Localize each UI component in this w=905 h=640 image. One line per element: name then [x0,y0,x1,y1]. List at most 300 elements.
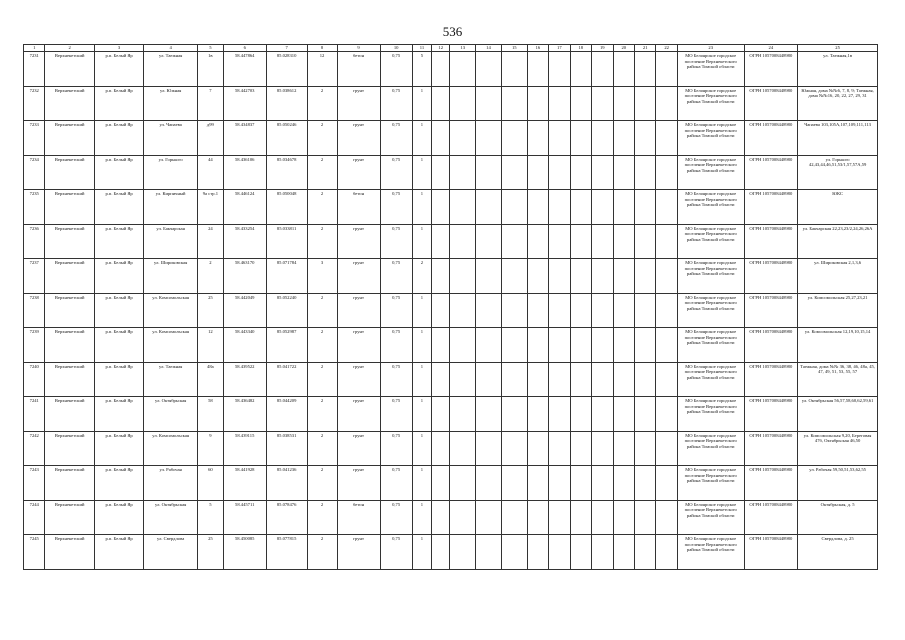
owner-cell: МО Белоярское городское поселение Верхнекетского района Томской области [677,155,744,190]
column-11-cell: 1 [412,362,431,397]
house-cell: 7 [197,86,223,121]
empty-cell [501,431,527,466]
row-number: 7232 [24,86,45,121]
latitude-cell: 58.433254 [223,224,266,259]
column-header: 10 [380,45,412,52]
empty-cell [476,190,502,225]
latitude-cell: 58.441928 [223,466,266,501]
empty-cell [527,224,548,259]
locality-cell: р.п. Белый Яр [94,431,143,466]
empty-cell [570,362,591,397]
column-header: 19 [592,45,613,52]
empty-cell [549,86,570,121]
empty-cell [450,466,476,501]
empty-cell [450,431,476,466]
empty-cell [634,431,655,466]
table-row [24,259,878,294]
empty-cell [527,121,548,156]
district-cell: Верхнекетский [45,121,94,156]
empty-cell [501,155,527,190]
empty-cell [450,535,476,570]
source-cell: ул. Комсомольская 12,19,10,15,14 [798,328,878,363]
empty-cell [570,224,591,259]
empty-cell [613,431,634,466]
locality-cell: р.п. Белый Яр [94,155,143,190]
district-cell: Верхнекетский [45,155,94,190]
district-cell: Верхнекетский [45,293,94,328]
empty-cell [634,500,655,535]
surface-cell: грунт [337,224,380,259]
row-number: 7236 [24,224,45,259]
source-cell: ЮКС [798,190,878,225]
column-10-cell: 0,75 [380,431,412,466]
table-row [24,52,878,87]
empty-cell [432,293,450,328]
source-cell: ул. Октябрьская 56,57,58,60,62,59,61 [798,397,878,432]
ogrn-cell: ОГРН 1057008448980 [744,121,798,156]
table-row [24,155,878,190]
table-row [24,224,878,259]
table-row [24,293,878,328]
locality-cell: р.п. Белый Яр [94,362,143,397]
surface-cell: грунт [337,535,380,570]
empty-cell [570,500,591,535]
ogrn-cell: ОГРН 1057008448980 [744,259,798,294]
empty-cell [432,362,450,397]
table-row [24,328,878,363]
row-number: 7239 [24,328,45,363]
empty-cell [656,328,677,363]
district-cell: Верхнекетский [45,259,94,294]
empty-cell [476,155,502,190]
column-header: 9 [337,45,380,52]
source-cell: ул. Бакчарская 22,23,23/2,24,26,26А [798,224,878,259]
column-10-cell: 0,75 [380,259,412,294]
empty-cell [432,121,450,156]
empty-cell [592,535,613,570]
empty-cell [634,397,655,432]
column-header: 7 [266,45,307,52]
house-cell: 9а стр.1 [197,190,223,225]
ogrn-cell: ОГРН 1057008448980 [744,466,798,501]
empty-cell [570,86,591,121]
house-cell: 5 [197,500,223,535]
column-header: 5 [197,45,223,52]
column-11-cell: 2 [412,259,431,294]
empty-cell [592,121,613,156]
empty-cell [570,259,591,294]
row-number: 7243 [24,466,45,501]
table-row [24,466,878,501]
district-cell: Верхнекетский [45,224,94,259]
empty-cell [613,224,634,259]
empty-cell [549,293,570,328]
house-cell: 48а [197,362,223,397]
owner-cell: МО Белоярское городское поселение Верхнекетского района Томской области [677,293,744,328]
empty-cell [476,431,502,466]
empty-cell [592,431,613,466]
locality-cell: р.п. Белый Яр [94,535,143,570]
empty-cell [634,86,655,121]
column-header: 20 [613,45,634,52]
empty-cell [476,328,502,363]
empty-cell [450,121,476,156]
column-header: 23 [677,45,744,52]
source-cell: Таежная, дома №№ 36, 38, 46, 48а, 45, 47, 49, 51, 53, 55, 57 [798,362,878,397]
column-10-cell: 0,75 [380,362,412,397]
street-cell: ул. Комсомольская [144,328,198,363]
ogrn-cell: ОГРН 1057008448980 [744,52,798,87]
longitude-cell: 85.033811 [266,224,307,259]
house-cell: 44 [197,155,223,190]
column-8-cell: 2 [307,431,337,466]
empty-cell [549,52,570,87]
ogrn-cell: ОГРН 1057008448980 [744,328,798,363]
owner-cell: МО Белоярское городское поселение Верхнекетского района Томской области [677,362,744,397]
empty-cell [570,190,591,225]
locality-cell: р.п. Белый Яр [94,190,143,225]
surface-cell: бетон [337,52,380,87]
column-header: 8 [307,45,337,52]
empty-cell [634,155,655,190]
row-number: 7244 [24,500,45,535]
ogrn-cell: ОГРН 1057008448980 [744,500,798,535]
column-header: 13 [450,45,476,52]
empty-cell [527,52,548,87]
empty-cell [549,397,570,432]
surface-cell: бетон [337,500,380,535]
street-cell: ул. Комсомольская [144,293,198,328]
longitude-cell: 85.038612 [266,86,307,121]
empty-cell [450,259,476,294]
surface-cell: грунт [337,328,380,363]
empty-cell [501,362,527,397]
empty-cell [613,52,634,87]
column-10-cell: 0,75 [380,155,412,190]
column-10-cell: 0,75 [380,52,412,87]
house-cell: 60 [197,466,223,501]
empty-cell [592,86,613,121]
owner-cell: МО Белоярское городское поселение Верхнекетского района Томской области [677,535,744,570]
empty-cell [527,397,548,432]
row-number: 7241 [24,397,45,432]
empty-cell [527,293,548,328]
empty-cell [476,259,502,294]
ogrn-cell: ОГРН 1057008448980 [744,293,798,328]
district-cell: Верхнекетский [45,500,94,535]
latitude-cell: 58.445711 [223,500,266,535]
surface-cell: грунт [337,293,380,328]
house-cell: 9 [197,431,223,466]
owner-cell: МО Белоярское городское поселение Верхнекетского района Томской области [677,466,744,501]
empty-cell [432,466,450,501]
empty-cell [549,466,570,501]
street-cell: ул. Горького [144,155,198,190]
empty-cell [432,52,450,87]
empty-cell [656,535,677,570]
empty-cell [570,397,591,432]
empty-cell [549,224,570,259]
row-number: 7231 [24,52,45,87]
source-cell: ул. Широковская 2,1,3,6 [798,259,878,294]
empty-cell [592,155,613,190]
empty-cell [613,535,634,570]
street-cell: ул. Таежная [144,362,198,397]
house-cell: 1в [197,52,223,87]
column-10-cell: 0,75 [380,224,412,259]
house-cell: 25 [197,293,223,328]
street-cell: ул. Таежная [144,52,198,87]
longitude-cell: 85.077815 [266,535,307,570]
empty-cell [570,155,591,190]
empty-cell [613,397,634,432]
locality-cell: р.п. Белый Яр [94,466,143,501]
column-10-cell: 0,75 [380,328,412,363]
district-cell: Верхнекетский [45,466,94,501]
column-8-cell: 2 [307,362,337,397]
source-cell: ул. Рабочая 59,50,51,53,62,55 [798,466,878,501]
house-cell: 25 [197,535,223,570]
locality-cell: р.п. Белый Яр [94,397,143,432]
empty-cell [527,431,548,466]
column-header: 24 [744,45,798,52]
empty-cell [450,52,476,87]
column-10-cell: 0,75 [380,500,412,535]
empty-cell [549,328,570,363]
empty-cell [592,224,613,259]
empty-cell [613,500,634,535]
longitude-cell: 85.052240 [266,293,307,328]
empty-cell [476,224,502,259]
row-number: 7237 [24,259,45,294]
street-cell: ул. Кирпичный [144,190,198,225]
empty-cell [656,466,677,501]
empty-cell [476,121,502,156]
empty-cell [476,293,502,328]
column-header: 11 [412,45,431,52]
ogrn-cell: ОГРН 1057008448980 [744,86,798,121]
column-header: 21 [634,45,655,52]
empty-cell [592,259,613,294]
ogrn-cell: ОГРН 1057008448980 [744,224,798,259]
empty-cell [501,259,527,294]
column-8-cell: 2 [307,190,337,225]
empty-cell [501,535,527,570]
empty-cell [450,155,476,190]
latitude-cell: 58.439522 [223,362,266,397]
column-header: 17 [549,45,570,52]
latitude-cell: 58.450085 [223,535,266,570]
empty-cell [592,500,613,535]
header-row [24,45,878,52]
longitude-cell: 85.078476 [266,500,307,535]
empty-cell [570,328,591,363]
street-cell: ул. Широковская [144,259,198,294]
table-row [24,500,878,535]
empty-cell [527,362,548,397]
empty-cell [432,155,450,190]
surface-cell: грунт [337,155,380,190]
empty-cell [613,86,634,121]
empty-cell [613,121,634,156]
empty-cell [570,535,591,570]
empty-cell [592,190,613,225]
owner-cell: МО Белоярское городское поселение Верхнекетского района Томской области [677,190,744,225]
column-header: 15 [501,45,527,52]
house-cell: 58 [197,397,223,432]
empty-cell [634,190,655,225]
column-10-cell: 0,75 [380,535,412,570]
ogrn-cell: ОГРН 1057008448980 [744,155,798,190]
row-number: 7238 [24,293,45,328]
locality-cell: р.п. Белый Яр [94,52,143,87]
column-11-cell: 1 [412,466,431,501]
column-header: 14 [476,45,502,52]
street-cell: ул. Свердлова [144,535,198,570]
empty-cell [476,397,502,432]
empty-cell [613,155,634,190]
row-number: 7234 [24,155,45,190]
empty-cell [527,259,548,294]
owner-cell: МО Белоярское городское поселение Верхнекетского района Томской области [677,224,744,259]
source-cell: Свердлова, д. 25 [798,535,878,570]
owner-cell: МО Белоярское городское поселение Верхнекетского района Томской области [677,397,744,432]
empty-cell [549,190,570,225]
empty-cell [634,535,655,570]
empty-cell [656,259,677,294]
longitude-cell: 85.050048 [266,190,307,225]
source-cell: ул. Комсомольская 25,27,23,21 [798,293,878,328]
empty-cell [592,52,613,87]
empty-cell [656,362,677,397]
owner-cell: МО Белоярское городское поселение Верхнекетского района Томской области [677,328,744,363]
empty-cell [549,535,570,570]
empty-cell [527,328,548,363]
house-cell: 2 [197,259,223,294]
empty-cell [450,86,476,121]
table-row [24,190,878,225]
empty-cell [570,431,591,466]
house-cell: 24 [197,224,223,259]
column-10-cell: 0,75 [380,190,412,225]
empty-cell [634,224,655,259]
empty-cell [432,190,450,225]
surface-cell: грунт [337,431,380,466]
source-cell: ул. Таежная,1в [798,52,878,87]
empty-cell [501,121,527,156]
locality-cell: р.п. Белый Яр [94,259,143,294]
table-row [24,397,878,432]
latitude-cell: 58.463170 [223,259,266,294]
latitude-cell: 58.436106 [223,155,266,190]
column-11-cell: 1 [412,190,431,225]
empty-cell [570,466,591,501]
empty-cell [527,535,548,570]
empty-cell [450,362,476,397]
empty-cell [501,224,527,259]
locality-cell: р.п. Белый Яр [94,328,143,363]
column-11-cell: 5 [412,52,431,87]
row-number: 7233 [24,121,45,156]
latitude-cell: 58.436482 [223,397,266,432]
column-8-cell: 12 [307,52,337,87]
empty-cell [432,259,450,294]
street-cell: ул. Октябрьская [144,500,198,535]
column-header: 1 [24,45,45,52]
column-header: 3 [94,45,143,52]
empty-cell [613,362,634,397]
empty-cell [549,155,570,190]
surface-cell: бетон [337,190,380,225]
surface-cell: грунт [337,86,380,121]
source-cell: Южная, дома №№6, 7, 8, 9; Таежная, дома №№16, 20, 22, 27, 29, 31 [798,86,878,121]
column-11-cell: 1 [412,328,431,363]
empty-cell [549,259,570,294]
district-cell: Верхнекетский [45,328,94,363]
empty-cell [527,500,548,535]
district-cell: Верхнекетский [45,362,94,397]
empty-cell [450,500,476,535]
locality-cell: р.п. Белый Яр [94,293,143,328]
empty-cell [527,86,548,121]
source-cell: ул. Горького 42,43,44,46,51,53/1,57,57А,59 [798,155,878,190]
empty-cell [656,500,677,535]
empty-cell [656,121,677,156]
street-cell: ул. Октябрьская [144,397,198,432]
column-11-cell: 1 [412,121,431,156]
longitude-cell: 85.028310 [266,52,307,87]
column-header: 4 [144,45,198,52]
empty-cell [634,293,655,328]
column-10-cell: 0,75 [380,293,412,328]
empty-cell [634,328,655,363]
empty-cell [476,535,502,570]
empty-cell [592,293,613,328]
empty-cell [656,52,677,87]
page-number: 536 [442,24,463,39]
column-10-cell: 0,75 [380,121,412,156]
longitude-cell: 85.034678 [266,155,307,190]
empty-cell [549,121,570,156]
ogrn-cell: ОГРН 1057008448980 [744,431,798,466]
column-8-cell: 2 [307,224,337,259]
empty-cell [476,86,502,121]
source-cell: Чапаева 103,105А,107,109,111,113 [798,121,878,156]
row-number: 7240 [24,362,45,397]
column-8-cell: 2 [307,466,337,501]
empty-cell [613,466,634,501]
empty-cell [450,224,476,259]
empty-cell [432,431,450,466]
house-cell: д99 [197,121,223,156]
district-cell: Верхнекетский [45,431,94,466]
ogrn-cell: ОГРН 1057008448980 [744,190,798,225]
registry-body [24,52,878,570]
table-row [24,121,878,156]
empty-cell [501,466,527,501]
owner-cell: МО Белоярское городское поселение Верхнекетского района Томской области [677,52,744,87]
owner-cell: МО Белоярское городское поселение Верхнекетского района Томской области [677,431,744,466]
column-header: 16 [527,45,548,52]
surface-cell: грунт [337,121,380,156]
latitude-cell: 58.442049 [223,293,266,328]
empty-cell [501,52,527,87]
district-cell: Верхнекетский [45,397,94,432]
source-cell: ул. Комсомольская 9,20, Береговая 47б, Октябрьская 46,50 [798,431,878,466]
empty-cell [501,190,527,225]
empty-cell [432,86,450,121]
empty-cell [613,293,634,328]
